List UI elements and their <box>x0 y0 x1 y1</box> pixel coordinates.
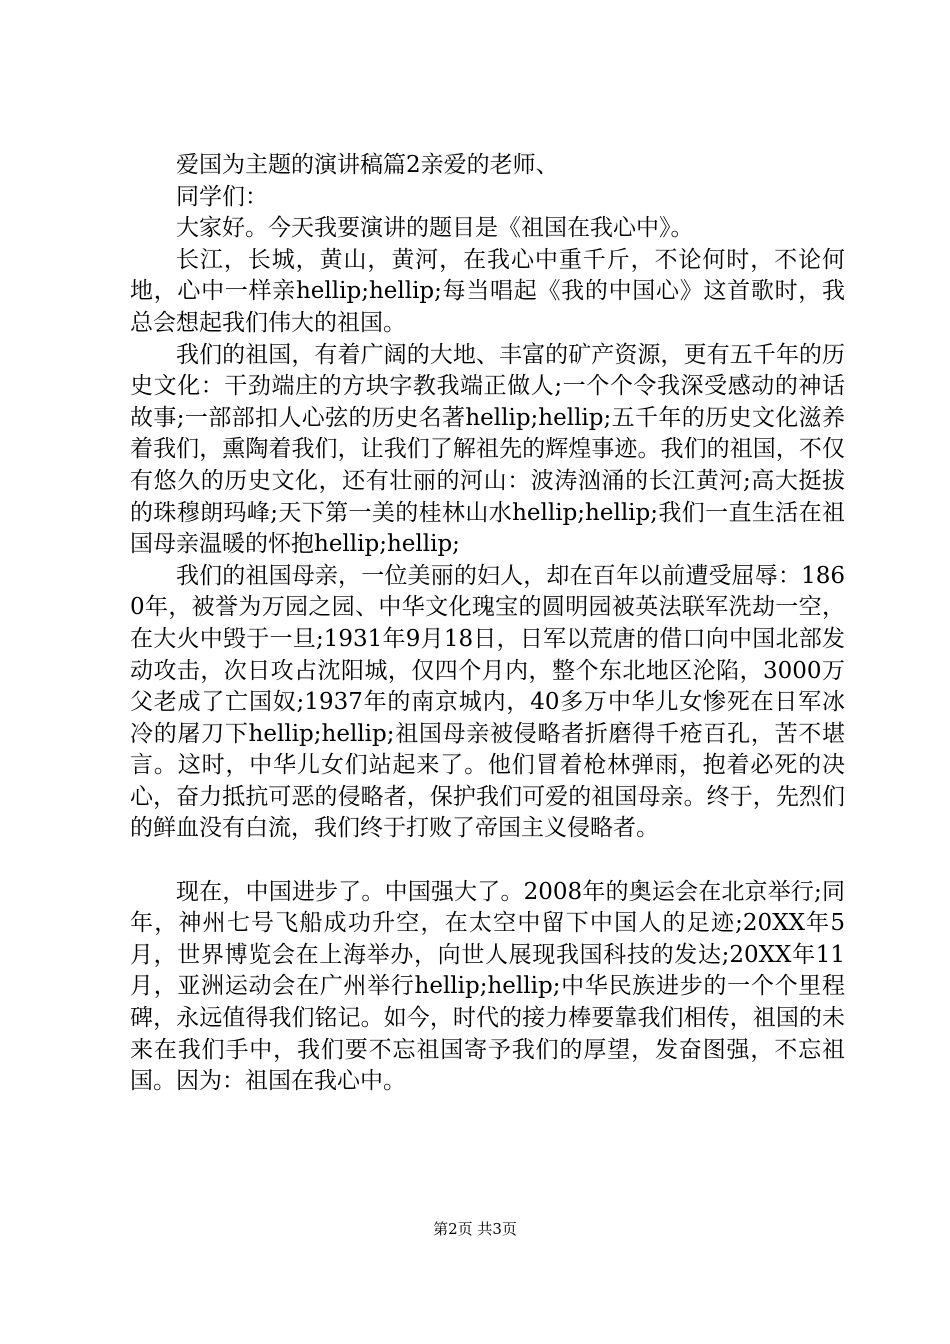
body-paragraph-progress: 现在，中国进步了。中国强大了。2008年的奥运会在北京举行;同年，神州七号飞船成功升空，在太空中留下中国人的足迹;20XX年5月，世界博览会在上海举办，向世人展现我国科技的发达;20XX年11月，亚洲运动会在广州举行hellip;hellip;中华民族进步的一个个里程碑，永远值得我们铭记。如今，时代的接力棒要靠我们相传，祖国的未来在我们手中，我们要不忘祖国寄予我们的厚望，发奋图强，不忘祖国。因为：祖国在我心中。 <box>130 878 845 1095</box>
page-number-footer: 第2页 共3页 <box>433 1220 517 1238</box>
document-body <box>130 150 845 1098</box>
greeting-line: 同学们： <box>176 183 268 210</box>
intro-paragraph: 大家好。今天我要演讲的题目是《祖国在我心中》。 <box>176 215 694 242</box>
body-paragraph-rivers: 长江，长城，黄山，黄河，在我心中重千斤，不论何时，不论何地，心中一样亲hellip;hellip;每当唱起《我的中国心》这首歌时，我总会想起我们伟大的祖国。 <box>130 246 845 336</box>
speech-title-line: 爱国为主题的演讲稿篇2亲爱的老师、 <box>176 152 559 178</box>
body-paragraph-humiliation: 我们的祖国母亲，一位美丽的妇人，却在百年以前遭受屈辱：1860年，被誉为万园之园、中华文化瑰宝的圆明园被英法联军洗劫一空，在大火中毁于一旦;1931年9月18日，日军以荒唐的借口向中国北部发动攻击，次日攻占沈阳城，仅四个月内，整个东北地区沦陷，3000万父老成了亡国奴;1937年的南京城内，40多万中华儿女惨死在日军冰冷的屠刀下hellip;hellip;祖国母亲被侵略者折磨得千疮百孔，苦不堪言。这时，中华儿女们站起来了。他们冒着枪林弹雨，抱着必死的决心，奋力抵抗可恶的侵略者，保护我们可爱的祖国母亲。终于，先烈们的鲜血没有白流，我们终于打败了帝国主义侵略者。 <box>130 562 845 842</box>
body-paragraph-history: 我们的祖国，有着广阔的大地、丰富的矿产资源，更有五千年的历史文化：干劲端庄的方块字教我端正做人;一个个令我深受感动的神话故事;一部部扣人心弦的历史名著hellip;hellip;五千年的历史文化滋养着我们，熏陶着我们，让我们了解祖先的辉煌事迹。我们的祖国，不仅有悠久的历史文化，还有壮丽的河山：波涛汹涌的长江黄河;高大挺拔的珠穆朗玛峰;天下第一美的桂林山水hellip;hellip;我们一直生活在祖国母亲温暖的怀抱hellip;hellip; <box>130 341 845 558</box>
